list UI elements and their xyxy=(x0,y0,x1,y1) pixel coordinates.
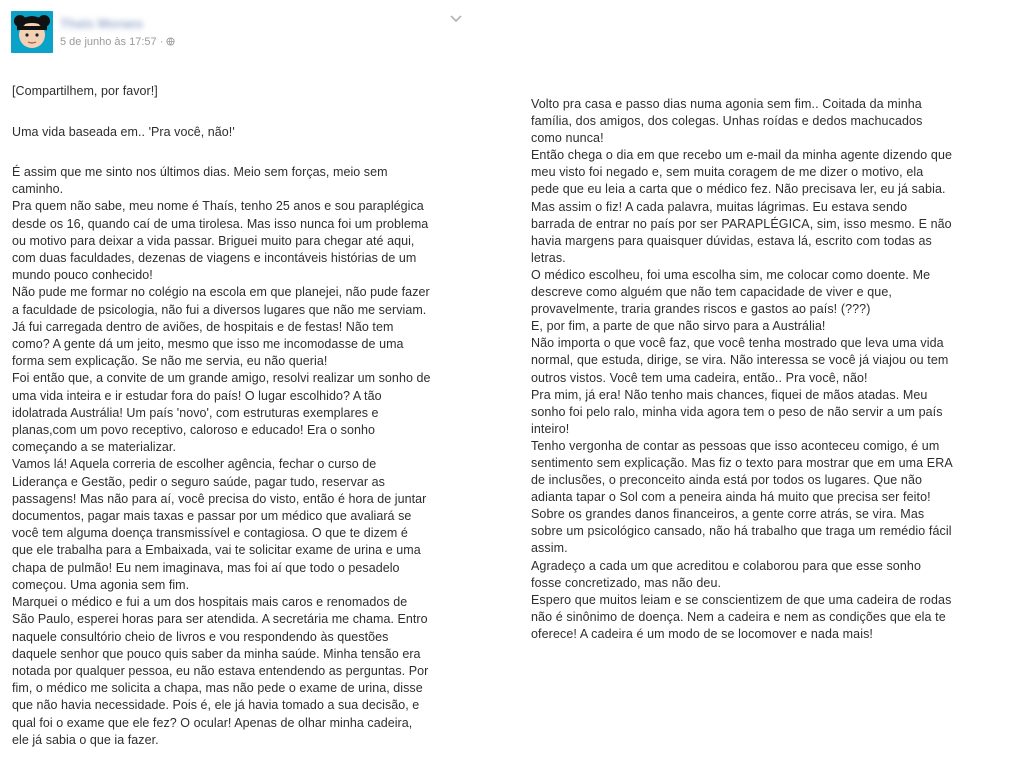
post-body-left xyxy=(12,66,464,766)
paragraph-story-part-one: É assim que me sinto nos últimos dias. Meio sem forças, meio sem caminho. Pra quem não sabe, meu nome é Thaís, tenho 25 anos e sou paraplégica desde os 16, quando caí de uma tirolesa. Mas isso nunca foi um problema ou motivo para deixar a vida passar. Briguei muito para chegar até aqui, com duas faculdades, dezenas de viagens e incontáveis histórias de um mundo pouco conhecido! Não pude me formar no colégio na escola em que planejei, não pude fazer a faculdade de psicologia, não fui a diversos lugares que não me serviam. Já fui carregada dentro de aviões, de hospitais e de festas! Não tem como? A gente dá um jeito, mesmo que isso me incomodasse de uma forma sem explicação. Se não me servia, eu não queria! Foi então que, a convite de um grande amigo, resolvi realizar um sonho de uma vida inteira e ir estudar fora do país! O lugar escolhido? A tão idolatrada Austrália! Um país 'novo', com estruturas exemplares e planas,com um povo receptivo, caloroso e educado! Era o sonho começando a se materializar. Vamos lá! Aquela correria de escolher agência, fechar o curso de Liderança e Gestão, pedir o seguro saúde, pagar tudo, reservar as passagens! Mas não para aí, você precisa do visto, então é hora de juntar documentos, pagar mais taxas e passar por um médico que avaliará se você tem alguma doença transmissível e contagiosa. O que te dizem é que ele trabalha para a Embaixada, vai te solicitar exame de urina e uma chapa de pulmão! Eu nem imaginava, mas foi aí que todo o pesadelo começou. Uma agonia sem fim. Marquei o médico e fui a um dos hospitais mais caros e renomados de São Paulo, esperei horas para ser atendida. A secretária me chama. Entro naquele consultório cheio de livros e vou respondendo às questões daquele senhor que pouco quis saber da minha saúde. Minha tensão era notada por qualquer pessoa, eu não estava entendendo as perguntas. Por fim, o médico me solicita a chapa, mas não pede o exame de urina, disse que não havia necessidade. Pois é, ele já havia tomado a sua decisão, e qual foi o exame que ele fez? O ocular! Apenas de olhar minha cadeira, ele já sabia o que ia fazer. xyxy=(12,165,431,747)
paragraph-title: Uma vida baseada em.. 'Pra você, não!' xyxy=(12,124,235,139)
post-timestamp[interactable]: 5 de junho às 17:57 xyxy=(60,36,157,48)
author-name[interactable]: Thaís Moraes xyxy=(60,16,144,31)
globe-icon xyxy=(166,36,175,48)
post-meta xyxy=(60,36,175,48)
post-card xyxy=(0,0,470,747)
separator-dot: · xyxy=(159,36,167,48)
avatar[interactable] xyxy=(11,11,53,53)
avatar-illustration xyxy=(11,11,53,53)
chevron-down-icon[interactable] xyxy=(450,12,462,26)
paragraph-share-request: [Compartilhem, por favor!] xyxy=(12,84,158,99)
post-body-right: Volto pra casa e passo dias numa agonia sem fim.. Coitada da minha família, dos amigos, dos colegas. Unhas roídas e dedos machucados como nunca! Então chega o dia em que recebo um e-mail da minha agente dizendo que meu visto foi negado e, sem muita coragem de me dizer o motivo, ela pede que eu leia a carta que o médico fez. Não precisava ler, eu já sabia. Mas assim o fiz! A cada palavra, muitas lágrimas. Eu estava sendo barrada de entrar no país por ser PARAPLÉGICA, sim, isso mesmo. E não havia margens para quaisquer dúvidas, estava lá, escrito com todas as letras. O médico escolheu, foi uma escolha sim, me colocar como doente. Me descreve como alguém que não tem capacidade de viver e que, provavelmente, traria grandes riscos e gastos ao país! (???) E, por fim, a parte de que não sirvo para a Austrália! Não importa o que você faz, que você tenha mostrado que leva uma vida normal, que estuda, dirige, se vira. Não interessa se você já viajou ou tem outros vistos. Você tem uma cadeira, então.. Pra você, não! Pra mim, já era! Não tenho mais chances, fiquei de mãos atadas. Meu sonho foi pelo ralo, minha vida agora tem o peso de não servir a um país inteiro! Tenho vergonha de contar as pessoas que isso aconteceu comigo, é um sentimento sem explicação. Mas fiz o texto para mostrar que em uma ERA de inclusões, o preconceito ainda está por todos os lugares. Que não adianta tapar o Sol com a peneira ainda há muito que precisa ser feito! Sobre os grandes danos financeiros, a gente corre atrás, se vira. Mas sobre um psicológico cansado, não há trabalho que traga um remédio fácil assim. Agradeço a cada um que acreditou e colaborou para que esse sonho fosse concretizado, mas não deu. Espero que muitos leiam e se conscientizem de que uma cadeira de rodas não é sinônimo de doença. Nem a cadeira e nem as condições que ela te oferece! A cadeira é um modo de se locomover e nada mais! xyxy=(531,97,953,641)
